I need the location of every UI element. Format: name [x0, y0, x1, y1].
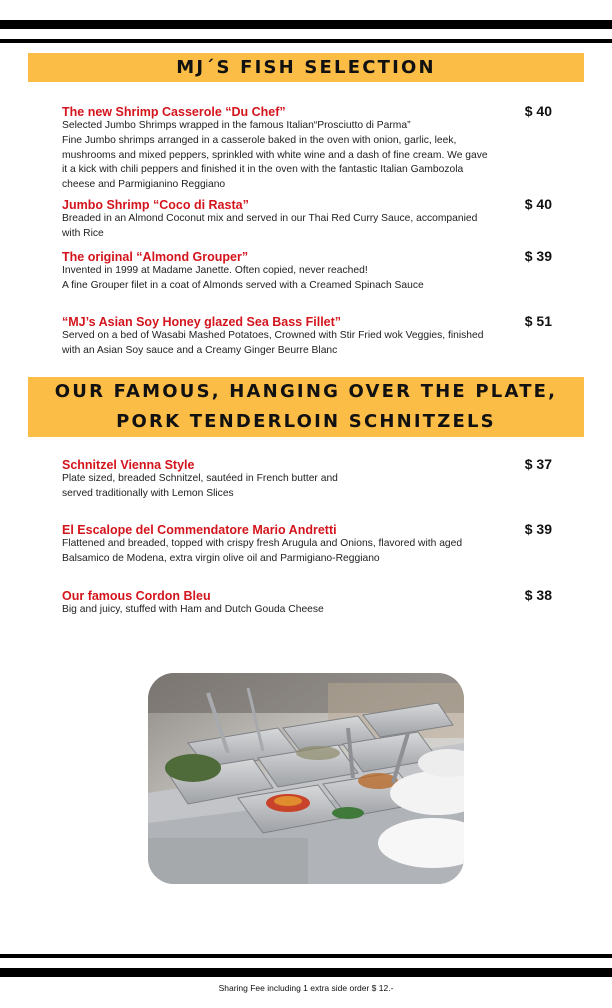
item-price: $ 51	[524, 313, 552, 329]
item-description	[62, 329, 552, 359]
item-title: Jumbo Shrimp “Coco di Rasta”	[62, 198, 249, 212]
desc-line: served traditionally with Lemon Slices	[62, 487, 234, 499]
desc-line: Breaded in an Almond Coconut mix and served in our Thai Red Curry Sauce, accompanied	[62, 213, 478, 224]
item-description	[62, 212, 552, 242]
item-description	[62, 472, 552, 502]
menu-item-escalope-andretti	[62, 521, 552, 567]
menu-item-cordon-bleu	[62, 587, 552, 618]
item-title: The original “Almond Grouper”	[62, 250, 249, 264]
desc-line: Big and juicy, stuffed with Ham and Dutch Gouda Cheese	[62, 604, 324, 615]
schnitzel-heading-line2: PORK TENDERLOIN SCHNITZELS	[116, 411, 496, 432]
desc-line: it a kick with chili peppers and finished it in the oven with the fantastic Italian Gambozola	[62, 164, 464, 176]
item-price: $ 40	[524, 103, 552, 119]
desc-line: Flattened and breaded, topped with crispy fresh Arugula and Onions, flavored with aged	[62, 538, 463, 549]
desc-line: Plate sized, breaded Schnitzel, sautéed in French butter and	[62, 473, 338, 484]
top-rule-thin	[0, 39, 612, 43]
kitchen-ingredients-photo	[148, 673, 464, 884]
item-price: $ 39	[524, 521, 552, 537]
desc-line: Selected Jumbo Shrimps wrapped in the famous Italian“Prosciutto di Parma”	[62, 120, 411, 131]
desc-line: mushrooms and mixed peppers, sprinkled with white wine and a dash of fine cream. We gave	[62, 149, 488, 161]
item-description	[62, 537, 552, 567]
desc-line: Invented in 1999 at Madame Janette. Often copied, never reached!	[62, 265, 368, 276]
schnitzel-section-banner	[28, 377, 584, 437]
item-title: El Escalope del Commendatore Mario Andretti	[62, 523, 337, 537]
item-description	[62, 264, 552, 294]
sharing-fee-note: Sharing Fee including 1 extra side order $ 12.-	[218, 983, 394, 993]
item-description	[62, 603, 552, 618]
item-price: $ 38	[524, 587, 552, 603]
desc-line: cheese and Parmigianino Reggiano	[62, 179, 226, 191]
menu-item-schnitzel-vienna	[62, 456, 552, 502]
item-title: Schnitzel Vienna Style	[62, 458, 195, 472]
item-price: $ 40	[524, 196, 552, 212]
bottom-rule-thin	[0, 954, 612, 958]
menu-item-almond-grouper	[62, 248, 552, 294]
bottom-rule-thick	[0, 968, 612, 977]
menu-item-sea-bass	[62, 313, 552, 359]
item-description	[62, 119, 552, 193]
item-title: The new Shrimp Casserole “Du Chef”	[62, 105, 286, 119]
item-price: $ 39	[524, 248, 552, 264]
desc-line: Fine Jumbo shrimps arranged in a casserole baked in the oven with onion, garlic, leek,	[62, 134, 457, 146]
item-title: Our famous Cordon Bleu	[62, 589, 211, 603]
schnitzel-heading-line1: OUR FAMOUS, HANGING OVER THE PLATE,	[54, 381, 558, 402]
item-title: “MJ’s Asian Soy Honey glazed Sea Bass Fillet”	[62, 315, 342, 329]
top-rule-thick	[0, 20, 612, 29]
fish-section-banner	[28, 53, 584, 82]
desc-line: Served on a bed of Wasabi Mashed Potatoes, Crowned with Stir Fried wok Veggies, finished	[62, 330, 484, 341]
item-price: $ 37	[524, 456, 552, 472]
menu-item-shrimp-casserole	[62, 103, 552, 193]
desc-line: with Rice	[62, 227, 104, 239]
desc-line: with an Asian Soy sauce and a Creamy Ginger Beurre Blanc	[62, 344, 338, 356]
desc-line: Balsamico de Modena, extra virgin olive oil and Parmigiano-Reggiano	[62, 552, 380, 564]
desc-line: A fine Grouper filet in a coat of Almonds served with a Creamed Spinach Sauce	[62, 279, 424, 291]
fish-section-heading: MJ´S FISH SELECTION	[176, 56, 436, 78]
menu-item-coco-di-rasta	[62, 196, 552, 242]
